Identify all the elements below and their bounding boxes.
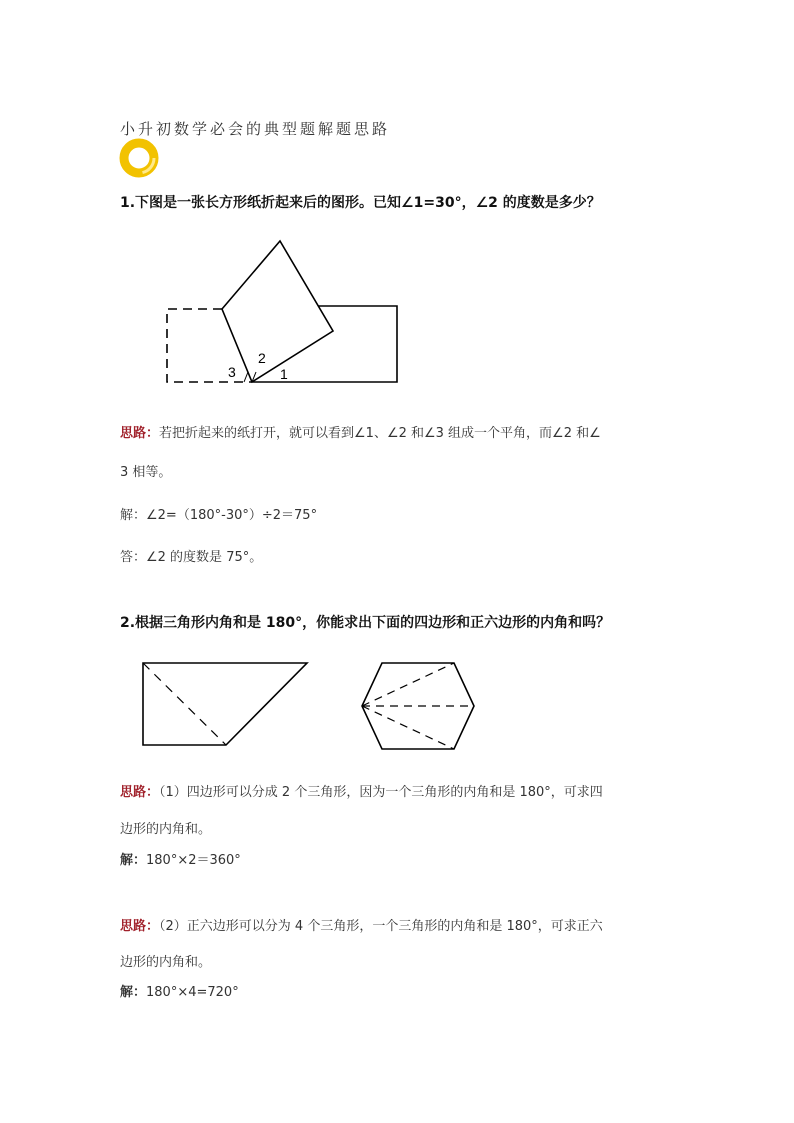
- hint-label: 思路：: [120, 426, 160, 441]
- hint2-label: 思路：: [120, 919, 160, 934]
- q2-hint1-line2: 边形的内角和。: [120, 822, 212, 837]
- hint1-label: 思路：: [120, 785, 160, 800]
- q2-solution-1: [120, 849, 241, 868]
- hexagon-figure: [358, 660, 478, 752]
- sol1-label: 解：: [120, 853, 147, 868]
- q1-hint-line2: 3 相等。: [120, 465, 172, 480]
- quadrilateral-figure: [140, 660, 312, 750]
- angle-label-3: 3: [228, 364, 236, 380]
- sol2-label: 解：: [120, 985, 147, 1000]
- folded-rectangle-figure: [160, 238, 410, 388]
- ring-icon: [119, 139, 161, 179]
- question-1: 1.下图是一张长方形纸折起来后的图形。已知∠1=30°，∠2 的度数是多少？: [120, 195, 601, 211]
- sol1-text: 180°×2＝360°: [146, 853, 241, 868]
- sol2-text: 180°×4=720°: [146, 985, 239, 1000]
- hint1-text: （1）四边形可以分成 2 个三角形，因为一个三角形的内角和是 180°，可求四: [159, 785, 603, 800]
- q1-hint-line1: [120, 422, 601, 441]
- q1-answer: 答：∠2 的度数是 75°。: [120, 550, 263, 565]
- q1-solution: 解：∠2=（180°-30°）÷2＝75°: [120, 508, 318, 523]
- hint-text: 若把折起来的纸打开，就可以看到∠1、∠2 和∠3 组成一个平角，而∠2 和∠: [159, 426, 601, 441]
- q2-hint1-line1: [120, 781, 603, 800]
- q2-hint2-line1: [120, 915, 603, 934]
- question-2: 2.根据三角形内角和是 180°，你能求出下面的四边形和正六边形的内角和吗？: [120, 615, 611, 631]
- hint2-text: （2）正六边形可以分为 4 个三角形，一个三角形的内角和是 180°，可求正六: [159, 919, 603, 934]
- angle-label-1: 1: [280, 366, 288, 382]
- angle-label-2: 2: [258, 350, 266, 366]
- q2-hint2-line2: 边形的内角和。: [120, 955, 212, 970]
- page-title: 小升初数学必会的典型题解题思路: [120, 120, 391, 138]
- q2-solution-2: [120, 981, 239, 1000]
- folded-flap: [222, 241, 333, 382]
